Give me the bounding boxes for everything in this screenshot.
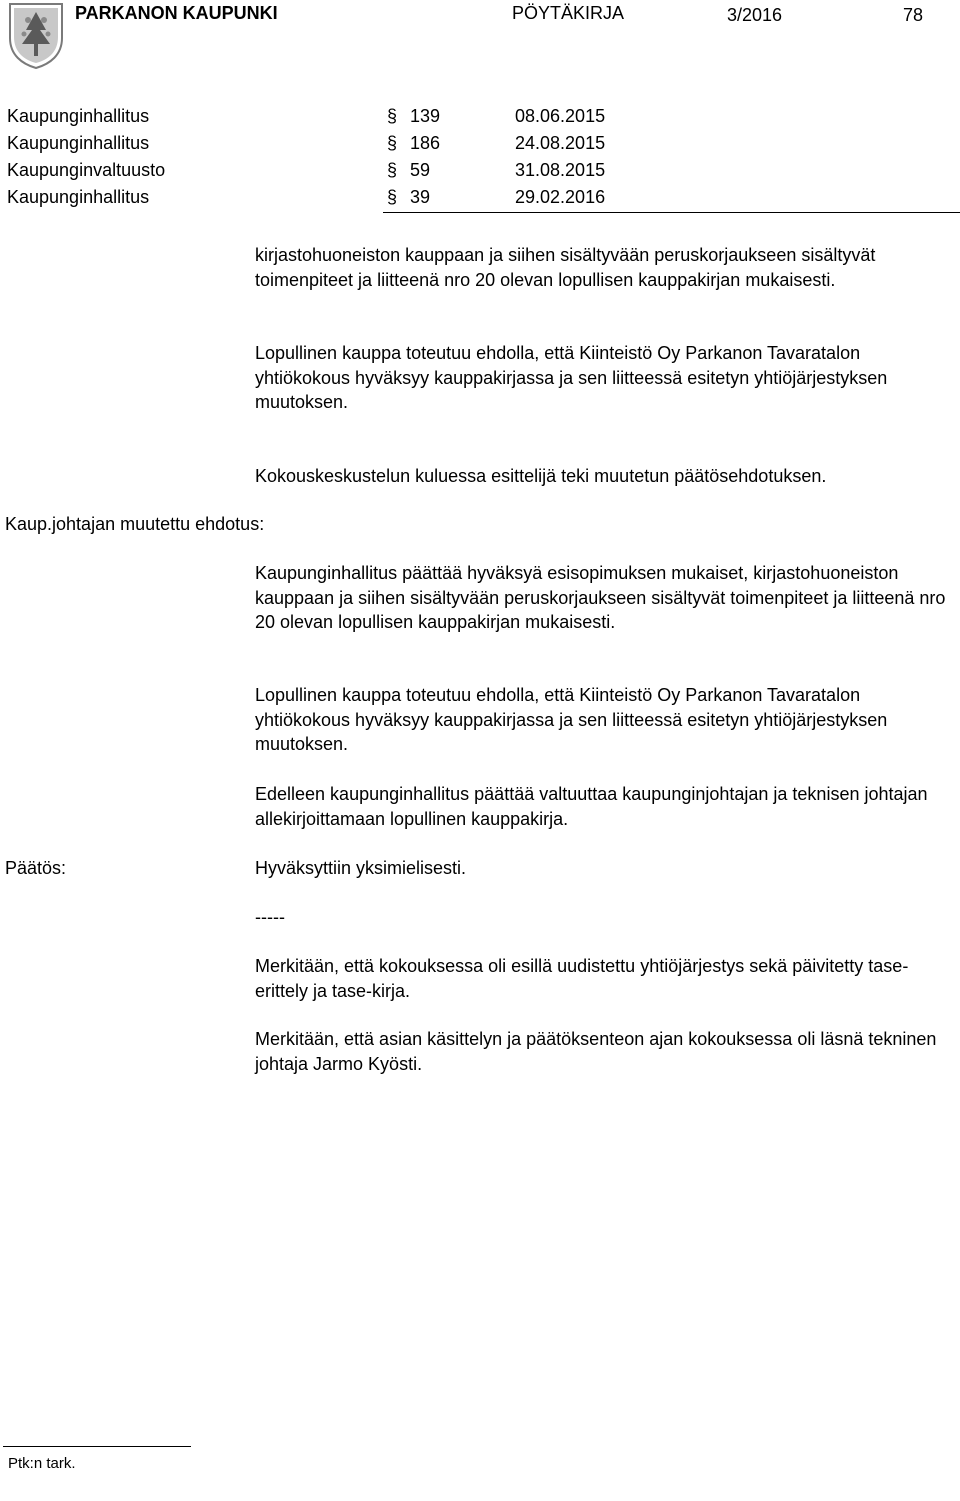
paragraph-proposal-authorization: Edelleen kaupunginhallitus päättää valtuuttaa kaupunginjohtajan ja teknisen johtajan allekirjoittamaan lopullinen kauppakirja. <box>255 784 928 829</box>
separator: ----- <box>255 907 285 927</box>
paragraph-purchase-measures: kirjastohuoneiston kauppaan ja siihen sisältyvään peruskorjaukseen sisältyvät toimenpiteet ja liitteenä nro 20 olevan lopullisen kauppakirjan mukaisesti. <box>255 245 876 290</box>
history-row <box>7 131 707 157</box>
history-divider <box>383 212 960 213</box>
history-date: 31.08.2015 <box>515 160 606 180</box>
history-body: Kaupunginhallitus <box>7 106 150 126</box>
paragraph-modified-proposal-note: Kokouskeskustelun kuluessa esittelijä teki muutetun päätösehdotuksen. <box>255 466 827 486</box>
history-section-number: 39 <box>410 187 431 207</box>
history-body: Kaupunginhallitus <box>7 133 150 153</box>
paragraph-note-attendance: Merkitään, että asian käsittelyn ja päätöksenteon ajan kokouksessa oli läsnä tekninen johtaja Jarmo Kyösti. <box>255 1029 937 1074</box>
section-sign: § <box>387 160 398 180</box>
city-crest-logo <box>6 0 66 70</box>
history-body: Kaupunginvaltuusto <box>7 160 166 180</box>
label-modified-proposal: Kaup.johtajan muutettu ehdotus: <box>5 514 265 534</box>
history-date: 24.08.2015 <box>515 133 606 153</box>
footer-divider <box>3 1446 191 1447</box>
minutes-check-label: Ptk:n tark. <box>8 1455 76 1472</box>
paragraph-purchase-condition: Lopullinen kauppa toteutuu ehdolla, että Kiinteistö Oy Parkanon Tavaratalon yhtiökokous hyväksyy kauppakirjassa ja sen liitteessä esitetyn yhtiöjärjestyksen muutoksen. <box>255 343 888 412</box>
page-number: 78 <box>903 5 924 25</box>
organization-name: PARKANON KAUPUNKI <box>75 3 278 23</box>
section-sign: § <box>387 133 398 153</box>
history-body: Kaupunginhallitus <box>7 187 150 207</box>
history-section-number: 139 <box>410 106 441 126</box>
history-section-number: 186 <box>410 133 441 153</box>
history-date: 29.02.2016 <box>515 187 606 207</box>
history-row <box>7 104 707 130</box>
history-row <box>7 185 707 211</box>
meeting-number: 3/2016 <box>727 5 783 25</box>
history-section-number: 59 <box>410 160 431 180</box>
history-date: 08.06.2015 <box>515 106 606 126</box>
decision-text: Hyväksyttiin yksimielisesti. <box>255 858 467 878</box>
document-type: PÖYTÄKIRJA <box>512 3 625 23</box>
paragraph-proposal-condition: Lopullinen kauppa toteutuu ehdolla, että Kiinteistö Oy Parkanon Tavaratalon yhtiökokous hyväksyy kauppakirjassa ja sen liitteessä esitetyn yhtiöjärjestyksen muutoksen. <box>255 685 888 754</box>
label-decision: Päätös: <box>5 858 67 878</box>
section-sign: § <box>387 106 398 126</box>
paragraph-proposal-approval: Kaupunginhallitus päättää hyväksyä esisopimuksen mukaiset, kirjastohuoneiston kauppaan ja siihen sisältyvään peruskorjaukseen sisältyvät toimenpiteet ja liitteenä nro 20 olevan lopullisen kauppakirjan mukaisesti. <box>255 563 946 632</box>
paragraph-note-documents: Merkitään, että kokouksessa oli esillä uudistettu yhtiöjärjestys sekä päivitetty tase-erittely ja tase-kirja. <box>255 956 909 1001</box>
history-row <box>7 158 707 184</box>
section-sign: § <box>387 187 398 207</box>
